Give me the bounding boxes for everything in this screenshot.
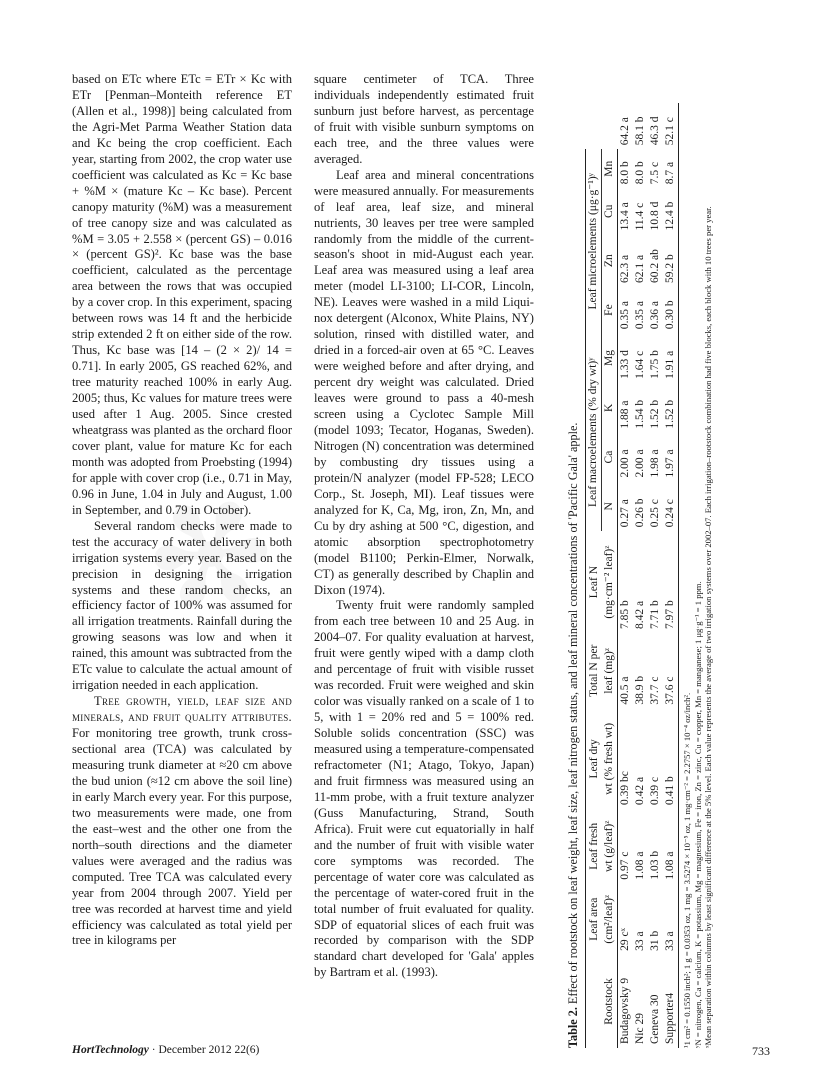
table-header: N xyxy=(602,482,618,532)
table-cell: 7.97 b xyxy=(663,531,679,633)
table-caption xyxy=(566,73,581,1048)
table-cell: 1.54 b xyxy=(634,399,646,429)
table-cell: 52.1 c xyxy=(663,103,679,149)
table-2 xyxy=(566,73,771,1048)
table-cell: 8.0 b xyxy=(634,161,646,185)
table-cell: 1.64 c xyxy=(634,350,646,379)
rootstock-name: Budagovsky 9 xyxy=(619,977,631,1044)
table-cell: 1.98 a xyxy=(649,449,661,478)
paragraph xyxy=(72,694,292,949)
table-header: Mg xyxy=(602,333,618,383)
paragraph: square centimeter of TCA. Three individuals independently estimated fruit sunburn just before harvest, as percentage of fruit with visible sunburn symptoms on each tree, and the three values were averaged. xyxy=(314,72,534,166)
table-cell: 1.03 b xyxy=(649,850,661,880)
table-cell: 1.52 b xyxy=(663,383,679,433)
table-cell: 0.39 bc xyxy=(619,771,631,805)
table-header: (cm²/leaf)ᶻ xyxy=(602,884,618,955)
table-cell: 0.26 b xyxy=(634,498,646,528)
table-cell: 10.8 d xyxy=(649,201,661,231)
table-cell: 1.88 a xyxy=(619,400,631,429)
table-cell: 59.2 b xyxy=(663,234,679,287)
table-header: Cu xyxy=(602,188,618,234)
rootstock-name: Nic 29 xyxy=(634,1013,646,1044)
table-cell: 1.97 a xyxy=(663,433,679,482)
table-cell: 1.75 b xyxy=(649,350,661,379)
table-cell: 0.97 c xyxy=(619,851,631,880)
paragraph: Leaf area and mineral concentrations were measured annually. For measurements of leaf area, leaf size, and mineral nutrients, 30 leaves per tree were sampled randomly from the middle of the current-season's shoot in mid-August each year. Leaf area was measured using a leaf area meter (model LI-3100; LI-COR, Lincoln, NE). Leaves were washed in a mild Liqui-nox detergent (Alconox, White Plains, NY) solution, rinsed with distilled water, and dried in a forced-air oven at 65 °C. Leaves were weighed before and after drying, and percent dry weight was calculated. Dried leaves were ground to pass a 40-mesh screen using a Cyclotec Sample Mill (model 1093; Tecator, Hoganas, Sweden). Nitrogen (N) concentration was determined by combusting dry tissues using a protein/N analyzer (model FP-528; LECO Corp., St. Joseph, MI). Leaf tissues were analyzed for K, Ca, Mg, iron, Zn, Mn, and Cu by dry ashing at 500 °C, digestion, and atomic absorption spectrophotometry (model B1100; Perkin-Elmer, Norwalk, CT) as generally described by Chaplin and Dixon (1974). xyxy=(314,167,534,597)
paragraph-text: For monitoring tree growth, trunk cross-sectional area (TCA) was calculated by measuring trunk diameter at ≈20 cm above the bud union (≈12 cm above the soil line) in early March every year. For this purpose, two measurements were made, one from the east–west and the other one from the north–south directions and the diameter values were averaged and the radius was computed. Tree TCA was calculated every year from 2004 through 2007. Yield per tree was recorded at harvest time and yield efficiency was calculated as total yield per tree in kilograms per xyxy=(72,726,292,948)
rootstock-name: Geneva 30 xyxy=(649,994,661,1044)
table-cell: 0.24 c xyxy=(663,482,679,532)
table-cell: 40.5 a xyxy=(619,676,631,705)
table-cell: 8.0 b xyxy=(619,161,631,185)
rootstock-name: Supporter4 xyxy=(663,955,679,1048)
table-cell: 0.36 a xyxy=(649,301,661,330)
table-cell: 60.2 ab xyxy=(649,249,661,283)
table-cell: 0.35 a xyxy=(634,301,646,330)
journal-name: HortTechnology xyxy=(72,1044,149,1056)
table-body xyxy=(618,103,679,1048)
table-cell: 33 a xyxy=(634,931,646,951)
table-cell: 0.39 c xyxy=(649,776,661,805)
table-header: Ca xyxy=(602,433,618,482)
table-cell: 38.9 b xyxy=(634,675,646,705)
table-cell: 12.4 b xyxy=(663,188,679,234)
data-table xyxy=(585,103,679,1048)
table-cell: 62.1 a xyxy=(634,254,646,283)
paragraph: based on ETc where ETc = ETr × Kc with ETr [Penman–Monteith reference ET (Allen et al., 1998)] being calculated from the Agri-Met Parma Weather Station data and Kc being the crop coefficient. Each year, starting from 2002, the crop water use coefficient was calculated as Kc = Kc base + %M × (mature Kc – Kc base). Percent canopy maturity (%M) was a measurement of tree canopy size and was calculated as %M = 3.05 + 2.558 × (percent GS) – 0.016 × (percent GS)². Kc base was the base coefficient, calculated as the percentage area between the rows that was occupied by a cover crop. In this experiment, spacing between rows was 14 ft and the herbicide strip extended 2 ft on either side of the row. Thus, Kc base was [14 – (2 × 2)/ 14 = 0.71]. In early 2005, GS reached 62%, and tree maturity reached 100% in early Aug. 2005; thus, Kc values for mature trees were used after 1 Aug. 2005. Since crested wheatgrass was planted as the orchard floor cover plant, value for mature Kc for each month was adopted from Proebsting (1994) for apple with cover crop (i.e., 0.71 in May, 0.96 in June, 1.04 in July and August, 1.00 in September, and 0.79 in October). xyxy=(72,72,292,517)
table-cell: 0.25 c xyxy=(649,499,661,528)
table-header xyxy=(586,955,602,1048)
table-cell: 7.5 c xyxy=(649,161,661,185)
table-cell: 7.71 b xyxy=(649,600,661,629)
table-cell: 58.1 b xyxy=(634,116,646,146)
table-header: Leaf dry xyxy=(586,709,602,809)
table-header: Fe xyxy=(602,287,618,333)
table-cell: 2.00 a xyxy=(619,449,631,478)
table-row xyxy=(663,103,679,1048)
table-cell: 1.91 a xyxy=(663,333,679,383)
table-cell: 62.3 a xyxy=(619,254,631,283)
table-header: Leaf fresh xyxy=(586,809,602,884)
table-cell: 37.6 c xyxy=(663,633,679,709)
table-cell: 0.30 b xyxy=(663,287,679,333)
table-cell: 1.33 d xyxy=(619,350,631,379)
paragraph: Several random checks were made to test the accuracy of water delivery in both irrigation systems every year. Based on the precision in designing the irrigation systems and these random checks, an efficiency factor of 100% was assumed for all irrigation treatments. Rainfall during the growing seasons was low and when it rained, this amount was subtracted from the ETc value to calculate the actual amount of irrigation needed in each application. xyxy=(72,518,292,693)
table-footnote: ʸN = nitrogen, Ca = calcium, K = potassium, Mg = magnesium, Fe = iron, Zn = zinc, Cu = copper, Mn = manganese; 1 μg·g⁻¹ = 1 ppm. xyxy=(692,581,703,1048)
table-cell: 29 cˣ xyxy=(619,928,631,951)
table-header: wt (% fresh wt) xyxy=(602,709,618,809)
table-cell: 37.7 c xyxy=(649,676,661,705)
table-cell: 1.52 b xyxy=(649,399,661,429)
table-cell: 0.41 b xyxy=(663,709,679,809)
table-header: K xyxy=(602,383,618,433)
table-header: leaf (mg)ᶻ xyxy=(602,633,618,709)
table-group-header-macro: Leaf macroelements (% dry wt)ʸ xyxy=(586,333,602,531)
table-cell: 1.08 a xyxy=(634,851,646,880)
table-cell: 46.3 d xyxy=(649,116,661,146)
table-cell: 1.08 a xyxy=(663,809,679,884)
table-header: Rootstock xyxy=(602,955,618,1048)
table-cell: 0.42 a xyxy=(634,776,646,805)
page-number: 733 xyxy=(752,1044,770,1058)
table-cell: 11.4 c xyxy=(634,202,646,231)
table-cell: 8.42 a xyxy=(634,600,646,629)
table-header: Leaf area xyxy=(586,884,602,955)
table-group-header-micro: Leaf microelements (μg·g⁻¹)ʸ xyxy=(586,149,602,333)
table-label: Table 2. xyxy=(566,1007,580,1048)
table-header: (mg·cm⁻² leaf)ᶻ xyxy=(602,531,618,633)
table-header: Mn xyxy=(602,149,618,188)
section-heading: Tree growth, yield, leaf size and minerals, and fruit quality attributes. xyxy=(72,694,292,725)
footer xyxy=(72,1044,259,1056)
text-column-right xyxy=(314,72,534,981)
table-cell: 7.85 b xyxy=(619,600,631,629)
table-cell: 64.2 a xyxy=(619,117,631,146)
table-notes xyxy=(682,103,714,1048)
paragraph: Twenty fruit were randomly sampled from each tree between 10 and 25 Aug. in 2004–07. For quality evaluation at harvest, fruit were gently wiped with a damp cloth and percentage of fruit with visible russet was recorded. Fruit were weighed and skin color was visually ranked on a scale of 1 to 5, with 1 = 20% red and 5 = 100% red. Soluble solids concentration (SSC) was measured using a temperature-compensated refractometer (N1; Atago, Tokyo, Japan) and fruit firmness was measured using an 11-mm probe, with a fruit texture analyzer (Guss Manufacturing, Strand, South Africa). Fruit were cut equatorially in half and the number of fruit with visible water core symptoms was recorded. The percentage of water core was calculated as the percentage of water-cored fruit in the total number of fruit evaluated for quality. SDP of equatorial slices of each fruit was recorded by comparison with the SDP standard chart developed for 'Gala' apples by Bartram et al. (1993). xyxy=(314,598,534,980)
table-header: Leaf N xyxy=(586,531,602,633)
table-header-row xyxy=(602,103,618,1048)
table-header: Total N per xyxy=(586,633,602,709)
table-cell: 0.35 a xyxy=(619,301,631,330)
text-column-left xyxy=(72,72,292,949)
table-row xyxy=(633,103,648,1048)
table-cell: 33 a xyxy=(663,884,679,955)
table-header: Zn xyxy=(602,234,618,287)
table-cell: 2.00 a xyxy=(634,449,646,478)
table-cell: 8.7 a xyxy=(663,149,679,188)
table-caption-text: Effect of rootstock on leaf weight, leaf size, leaf nitrogen status, and leaf mineral concentrations of 'Pacific Gala' apple. xyxy=(566,422,580,1008)
table-cell: 0.27 a xyxy=(619,499,631,528)
table-row xyxy=(618,103,634,1048)
table-footnote: ¹1 cm² = 0.1550 inch²; 1 g = 0.0353 oz, 1 mg = 3.5274 × 10⁻⁵ oz, 1 mg·cm⁻² = 2.2757 × 10⁻⁴ oz/inch². xyxy=(682,692,692,1048)
table-footnote: ˣMean separation within columns by least significant difference at the 5% level. Each value represents the average of two irrigation systems over 2002–07. Each irrigation–rootstock combination had five blocks, each block with 10 trees per year. xyxy=(703,206,713,1048)
journal-issue: · December 2012 22(6) xyxy=(148,1044,260,1056)
table-cell: 31 b xyxy=(649,930,661,951)
table-header: wt (g/leaf)ᶻ xyxy=(602,809,618,884)
table-row xyxy=(648,103,663,1048)
table-cell: 13.4 a xyxy=(619,202,631,231)
